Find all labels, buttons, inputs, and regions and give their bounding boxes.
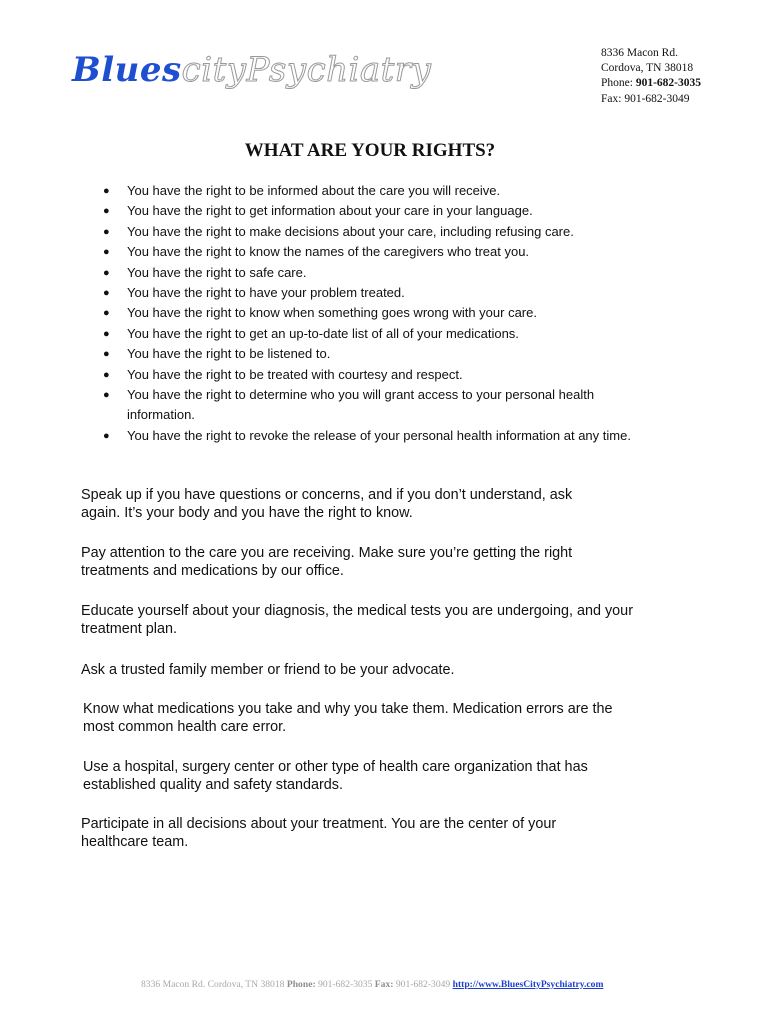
logo-city-psychiatry-text: cityPsychiatry <box>181 50 432 90</box>
rights-list-item <box>0 242 687 262</box>
header-phone-label: Phone: <box>601 77 636 90</box>
rights-list-item <box>0 263 687 283</box>
paragraph-speak-up: Speak up if you have questions or concerns, and if you don’t understand, ask again. It’s your body and you have the right to know. <box>81 487 573 521</box>
bullet-icon: ● <box>103 225 110 238</box>
rights-item-text: You have the right to know when something goes wrong with your care. <box>127 305 537 321</box>
bullet-icon: ● <box>103 368 110 381</box>
company-logo <box>72 48 431 92</box>
header-phone-value: 901-682-3035 <box>635 77 701 90</box>
bullet-icon: ● <box>103 246 110 259</box>
rights-item-text: You have the right to revoke the release of your personal health information at any time. <box>127 427 631 443</box>
paragraph-participate: Participate in all decisions about your treatment. You are the center of your healthcare team. <box>81 816 557 850</box>
rights-item-text: You have the right to have your problem treated. <box>127 285 405 301</box>
rights-item-text: You have the right to make decisions about your care, including refusing care. <box>127 223 574 239</box>
paragraph-organization: Use a hospital, surgery center or other type of health care organization that has established quality and safety standards. <box>83 759 588 793</box>
bullet-icon: ● <box>103 287 110 300</box>
footer-phone-label: Phone: <box>286 979 316 990</box>
page-title: WHAT ARE YOUR RIGHTS? <box>244 140 496 161</box>
header-fax: Fax: 901-682-3049 <box>601 92 690 105</box>
rights-list-item <box>0 222 727 242</box>
bullet-icon: ● <box>103 429 110 442</box>
bullet-icon: ● <box>103 205 110 218</box>
rights-list-item <box>0 201 687 221</box>
footer-address: 8336 Macon Rd. Cordova, TN 38018 <box>141 979 287 990</box>
bullet-icon: ● <box>103 389 110 402</box>
paragraph-pay-attention: Pay attention to the care you are receiving. Make sure you’re getting the right treatments and medications by our office. <box>81 545 573 579</box>
rights-item-text: You have the right to get information about your care in your language. <box>127 203 533 219</box>
header-street: 8336 Macon Rd. <box>601 47 678 59</box>
header-phone <box>601 76 701 91</box>
rights-list-item <box>0 426 747 446</box>
paragraph-medications: Know what medications you take and why you take them. Medication errors are the most common health care error. <box>83 701 613 735</box>
bullet-icon: ● <box>103 327 110 340</box>
bullet-icon: ● <box>103 185 110 197</box>
rights-item-text: You have the right to be informed about the care you will receive. <box>127 183 501 198</box>
paragraph-educate: Educate yourself about your diagnosis, the medical tests you are undergoing, and your treatment plan. <box>81 603 633 637</box>
footer-phone-value: 901-682-3035 <box>315 979 375 990</box>
rights-list-item <box>0 303 687 323</box>
page-footer <box>141 979 603 991</box>
rights-item-text: You have the right to be listened to. <box>127 346 331 362</box>
rights-list-item <box>0 324 687 344</box>
rights-item-text: You have the right to determine who you will grant access to your personal health information. <box>127 387 595 423</box>
logo-blues-text: Blues <box>72 50 182 90</box>
rights-list-item <box>0 365 687 385</box>
footer-fax-value: 901-682-3049 <box>393 979 453 990</box>
rights-item-text: You have the right to be treated with courtesy and respect. <box>127 366 463 382</box>
rights-list-item <box>0 283 687 303</box>
rights-list-item <box>0 385 597 426</box>
bullet-icon: ● <box>103 307 110 320</box>
header-contact-block <box>601 46 701 107</box>
header-city: Cordova, TN 38018 <box>601 62 694 75</box>
footer-fax-label: Fax: <box>374 979 394 990</box>
rights-list-item <box>0 181 687 201</box>
bullet-icon: ● <box>103 266 110 279</box>
rights-list-item <box>0 344 687 364</box>
paragraph-advocate: Ask a trusted family member or friend to be your advocate. <box>81 662 455 678</box>
rights-list <box>0 181 770 446</box>
rights-item-text: You have the right to know the names of the caregivers who treat you. <box>127 244 530 260</box>
rights-item-text: You have the right to safe care. <box>127 264 307 280</box>
rights-item-text: You have the right to get an up-to-date list of all of your medications. <box>127 325 519 341</box>
bullet-icon: ● <box>103 348 110 361</box>
website-link[interactable]: http://www.BluesCityPsychiatry.com <box>452 979 604 990</box>
